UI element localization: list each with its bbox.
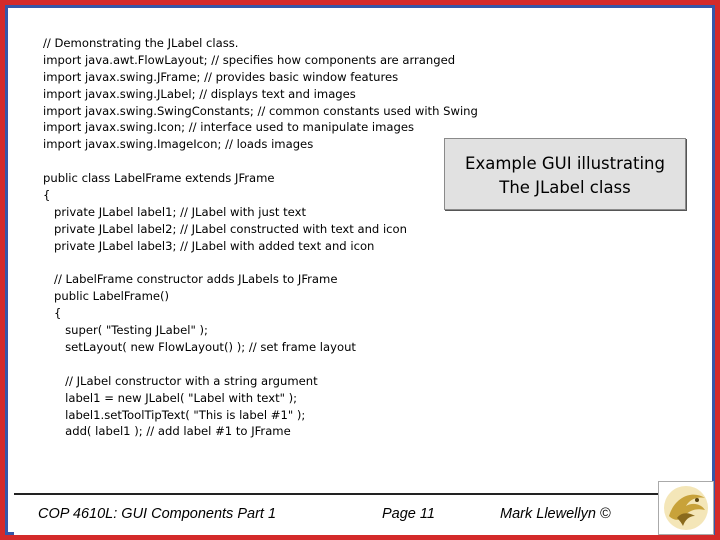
code-line: { bbox=[43, 188, 51, 203]
code-line: import javax.swing.SwingConstants; // common constants used with Swing bbox=[43, 103, 478, 118]
footer-course-title: COP 4610L: GUI Components Part 1 bbox=[38, 506, 277, 522]
code-line: label1.setToolTipText( "This is label #1" ); bbox=[43, 407, 306, 422]
code-line: public LabelFrame() bbox=[43, 289, 170, 304]
code-line: // Demonstrating the JLabel class. bbox=[43, 36, 239, 50]
footer-author: Mark Llewellyn © bbox=[500, 506, 611, 522]
code-line bbox=[43, 255, 478, 272]
code-line: super( "Testing JLabel" ); bbox=[43, 323, 208, 338]
code-line: import javax.swing.JLabel; // displays text and images bbox=[43, 86, 356, 101]
code-line: setLayout( new FlowLayout() ); // set frame layout bbox=[43, 340, 356, 355]
code-line: private JLabel label1; // JLabel with just text bbox=[43, 204, 307, 219]
code-line: // LabelFrame constructor adds JLabels to JFrame bbox=[43, 272, 338, 287]
code-line: import java.awt.FlowLayout; // specifies how components are arranged bbox=[43, 52, 456, 67]
code-line: private JLabel label3; // JLabel with added text and icon bbox=[43, 238, 375, 253]
code-line: label1 = new JLabel( "Label with text" ); bbox=[43, 390, 298, 405]
callout-box bbox=[444, 138, 686, 210]
code-line: import javax.swing.ImageIcon; // loads images bbox=[43, 137, 314, 152]
code-line: private JLabel label2; // JLabel constructed with text and icon bbox=[43, 221, 407, 236]
code-line: import javax.swing.Icon; // interface used to manipulate images bbox=[43, 120, 415, 135]
code-line: add( label1 ); // add label #1 to JFrame bbox=[43, 424, 291, 439]
code-line: public class LabelFrame extends JFrame bbox=[43, 171, 275, 186]
code-line bbox=[43, 356, 478, 373]
callout-line-2: The JLabel class bbox=[499, 178, 631, 197]
code-line bbox=[43, 153, 478, 170]
code-line: { bbox=[43, 306, 62, 321]
code-listing bbox=[43, 35, 478, 440]
pegasus-logo-icon bbox=[658, 481, 714, 535]
code-line: import javax.swing.JFrame; // provides basic window features bbox=[43, 69, 399, 84]
footer-page-number: Page 11 bbox=[382, 506, 435, 522]
code-line: // JLabel constructor with a string argument bbox=[43, 373, 318, 388]
callout-line-1: Example GUI illustrating bbox=[465, 154, 665, 173]
